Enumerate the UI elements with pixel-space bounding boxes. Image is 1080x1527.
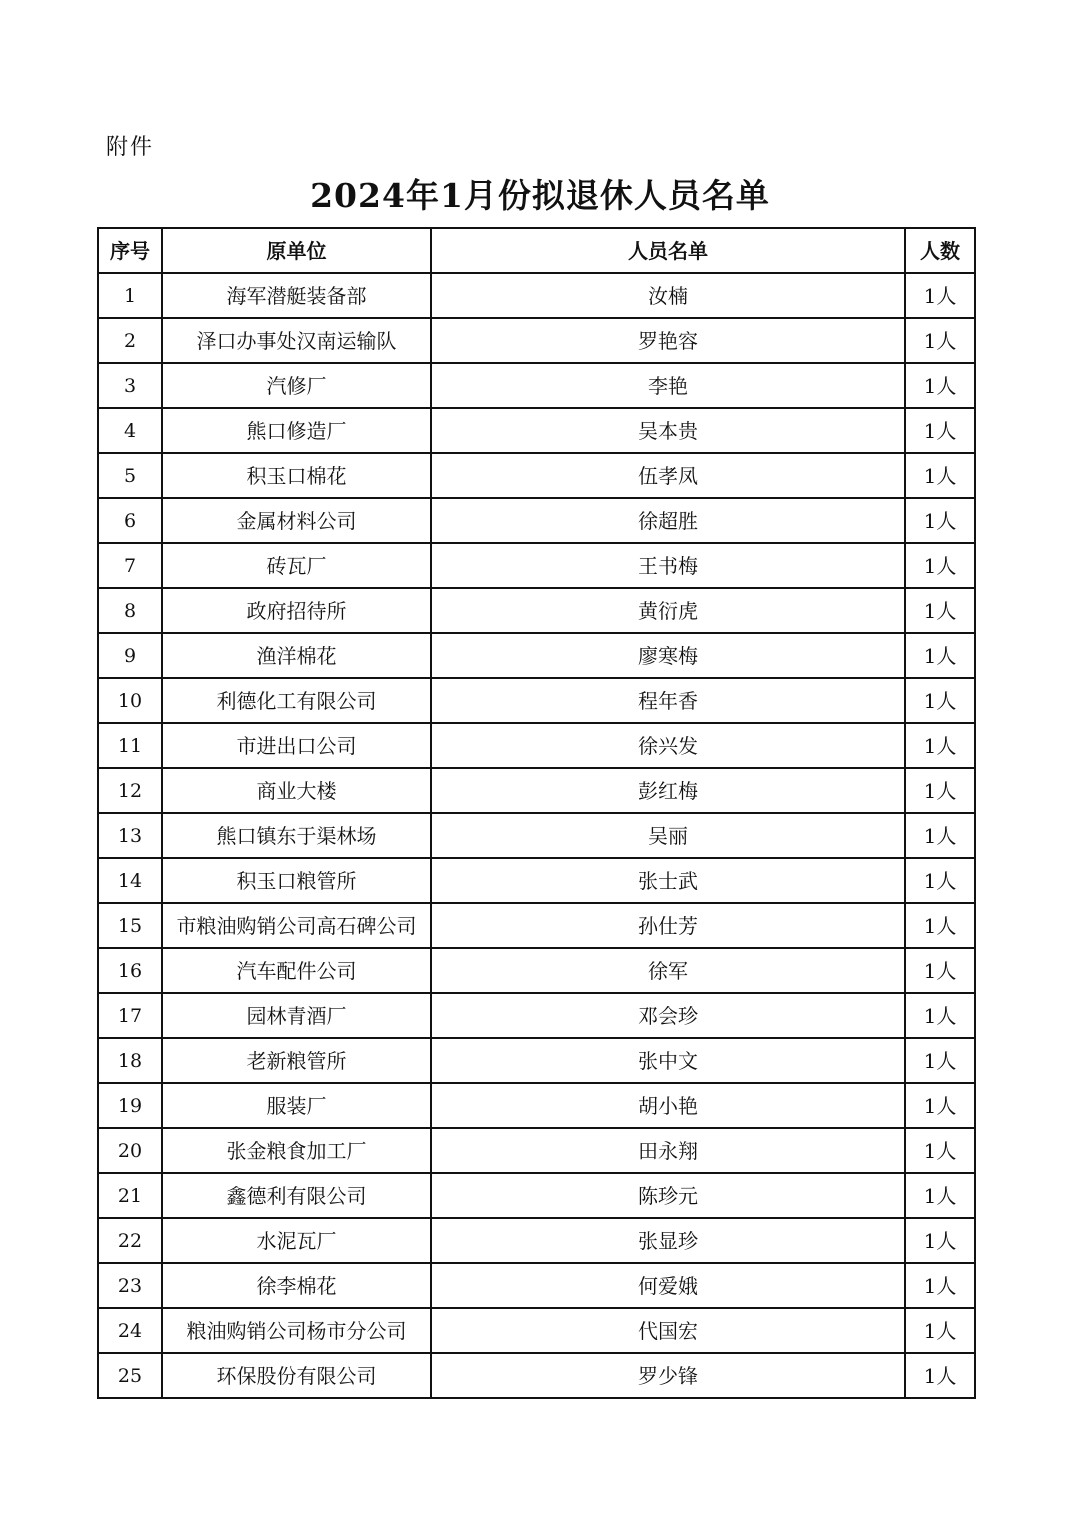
cell-person-name: 徐超胜 xyxy=(431,498,905,543)
cell-serial-number: 23 xyxy=(98,1263,162,1308)
header-headcount: 人数 xyxy=(905,228,975,273)
cell-headcount: 1人 xyxy=(905,1218,975,1263)
cell-headcount: 1人 xyxy=(905,768,975,813)
cell-person-name: 吴丽 xyxy=(431,813,905,858)
cell-serial-number: 14 xyxy=(98,858,162,903)
cell-person-name: 罗艳容 xyxy=(431,318,905,363)
cell-serial-number: 9 xyxy=(98,633,162,678)
cell-original-unit: 服装厂 xyxy=(162,1083,431,1128)
table-row xyxy=(98,948,975,993)
table-row xyxy=(98,1263,975,1308)
cell-serial-number: 5 xyxy=(98,453,162,498)
cell-headcount: 1人 xyxy=(905,678,975,723)
table-row xyxy=(98,1173,975,1218)
attachment-label: 附件 xyxy=(106,135,155,160)
table-row xyxy=(98,858,975,903)
cell-person-name: 张中文 xyxy=(431,1038,905,1083)
cell-original-unit: 园林青酒厂 xyxy=(162,993,431,1038)
cell-serial-number: 6 xyxy=(98,498,162,543)
header-personnel-list: 人员名单 xyxy=(431,228,905,273)
cell-headcount: 1人 xyxy=(905,453,975,498)
cell-original-unit: 水泥瓦厂 xyxy=(162,1218,431,1263)
cell-serial-number: 12 xyxy=(98,768,162,813)
table-row xyxy=(98,723,975,768)
cell-original-unit: 汽修厂 xyxy=(162,363,431,408)
cell-serial-number: 2 xyxy=(98,318,162,363)
cell-original-unit: 商业大楼 xyxy=(162,768,431,813)
cell-headcount: 1人 xyxy=(905,1083,975,1128)
cell-original-unit: 积玉口棉花 xyxy=(162,453,431,498)
cell-original-unit: 汽车配件公司 xyxy=(162,948,431,993)
cell-person-name: 胡小艳 xyxy=(431,1083,905,1128)
cell-person-name: 汝楠 xyxy=(431,273,905,318)
table-row xyxy=(98,498,975,543)
table-body xyxy=(98,273,975,1398)
cell-original-unit: 环保股份有限公司 xyxy=(162,1353,431,1398)
cell-person-name: 伍孝凤 xyxy=(431,453,905,498)
cell-person-name: 陈珍元 xyxy=(431,1173,905,1218)
cell-original-unit: 渔洋棉花 xyxy=(162,633,431,678)
cell-person-name: 田永翔 xyxy=(431,1128,905,1173)
table-row xyxy=(98,408,975,453)
cell-original-unit: 熊口镇东于渠林场 xyxy=(162,813,431,858)
cell-headcount: 1人 xyxy=(905,723,975,768)
cell-original-unit: 徐李棉花 xyxy=(162,1263,431,1308)
cell-headcount: 1人 xyxy=(905,633,975,678)
cell-headcount: 1人 xyxy=(905,1173,975,1218)
cell-headcount: 1人 xyxy=(905,543,975,588)
cell-headcount: 1人 xyxy=(905,1263,975,1308)
table-row xyxy=(98,318,975,363)
table-row xyxy=(98,633,975,678)
cell-serial-number: 25 xyxy=(98,1353,162,1398)
cell-serial-number: 20 xyxy=(98,1128,162,1173)
cell-headcount: 1人 xyxy=(905,1128,975,1173)
document-title: 2024年1月份拟退休人员名单 xyxy=(310,176,770,215)
cell-original-unit: 熊口修造厂 xyxy=(162,408,431,453)
cell-serial-number: 21 xyxy=(98,1173,162,1218)
cell-serial-number: 7 xyxy=(98,543,162,588)
table-header-row xyxy=(98,228,975,273)
cell-person-name: 王书梅 xyxy=(431,543,905,588)
cell-serial-number: 18 xyxy=(98,1038,162,1083)
cell-person-name: 程年香 xyxy=(431,678,905,723)
cell-person-name: 吴本贵 xyxy=(431,408,905,453)
cell-person-name: 廖寒梅 xyxy=(431,633,905,678)
cell-headcount: 1人 xyxy=(905,948,975,993)
cell-headcount: 1人 xyxy=(905,903,975,948)
table-row xyxy=(98,1038,975,1083)
cell-serial-number: 3 xyxy=(98,363,162,408)
cell-headcount: 1人 xyxy=(905,408,975,453)
cell-headcount: 1人 xyxy=(905,273,975,318)
cell-original-unit: 金属材料公司 xyxy=(162,498,431,543)
cell-person-name: 徐兴发 xyxy=(431,723,905,768)
cell-headcount: 1人 xyxy=(905,318,975,363)
cell-original-unit: 老新粮管所 xyxy=(162,1038,431,1083)
cell-person-name: 罗少锋 xyxy=(431,1353,905,1398)
table-row xyxy=(98,363,975,408)
cell-headcount: 1人 xyxy=(905,363,975,408)
header-original-unit: 原单位 xyxy=(162,228,431,273)
cell-person-name: 张士武 xyxy=(431,858,905,903)
cell-serial-number: 8 xyxy=(98,588,162,633)
cell-original-unit: 政府招待所 xyxy=(162,588,431,633)
table-row xyxy=(98,1083,975,1128)
table-row xyxy=(98,1128,975,1173)
cell-serial-number: 16 xyxy=(98,948,162,993)
cell-original-unit: 泽口办事处汉南运输队 xyxy=(162,318,431,363)
table-row xyxy=(98,453,975,498)
cell-person-name: 徐军 xyxy=(431,948,905,993)
cell-original-unit: 砖瓦厂 xyxy=(162,543,431,588)
table-row xyxy=(98,813,975,858)
cell-original-unit: 粮油购销公司杨市分公司 xyxy=(162,1308,431,1353)
cell-person-name: 彭红梅 xyxy=(431,768,905,813)
cell-original-unit: 市进出口公司 xyxy=(162,723,431,768)
header-serial-number: 序号 xyxy=(98,228,162,273)
cell-serial-number: 19 xyxy=(98,1083,162,1128)
table-row xyxy=(98,678,975,723)
cell-serial-number: 17 xyxy=(98,993,162,1038)
cell-serial-number: 22 xyxy=(98,1218,162,1263)
table-row xyxy=(98,588,975,633)
cell-original-unit: 海军潜艇装备部 xyxy=(162,273,431,318)
table-row xyxy=(98,1218,975,1263)
cell-serial-number: 24 xyxy=(98,1308,162,1353)
table-row xyxy=(98,993,975,1038)
cell-person-name: 孙仕芳 xyxy=(431,903,905,948)
table-row xyxy=(98,543,975,588)
cell-original-unit: 利德化工有限公司 xyxy=(162,678,431,723)
cell-headcount: 1人 xyxy=(905,1353,975,1398)
cell-person-name: 李艳 xyxy=(431,363,905,408)
cell-original-unit: 张金粮食加工厂 xyxy=(162,1128,431,1173)
cell-headcount: 1人 xyxy=(905,1308,975,1353)
retirees-table xyxy=(97,227,976,1399)
cell-person-name: 张显珍 xyxy=(431,1218,905,1263)
cell-serial-number: 11 xyxy=(98,723,162,768)
cell-serial-number: 4 xyxy=(98,408,162,453)
table-row xyxy=(98,1353,975,1398)
table-row xyxy=(98,1308,975,1353)
cell-headcount: 1人 xyxy=(905,858,975,903)
cell-headcount: 1人 xyxy=(905,1038,975,1083)
cell-original-unit: 积玉口粮管所 xyxy=(162,858,431,903)
cell-person-name: 何爱娥 xyxy=(431,1263,905,1308)
cell-person-name: 代国宏 xyxy=(431,1308,905,1353)
cell-serial-number: 1 xyxy=(98,273,162,318)
cell-headcount: 1人 xyxy=(905,993,975,1038)
cell-person-name: 黄衍虎 xyxy=(431,588,905,633)
cell-headcount: 1人 xyxy=(905,498,975,543)
cell-headcount: 1人 xyxy=(905,813,975,858)
table-row xyxy=(98,768,975,813)
table-row xyxy=(98,273,975,318)
cell-serial-number: 10 xyxy=(98,678,162,723)
cell-headcount: 1人 xyxy=(905,588,975,633)
cell-original-unit: 市粮油购销公司高石碑公司 xyxy=(162,903,431,948)
cell-serial-number: 13 xyxy=(98,813,162,858)
cell-serial-number: 15 xyxy=(98,903,162,948)
cell-original-unit: 鑫德利有限公司 xyxy=(162,1173,431,1218)
cell-person-name: 邓会珍 xyxy=(431,993,905,1038)
table-row xyxy=(98,903,975,948)
